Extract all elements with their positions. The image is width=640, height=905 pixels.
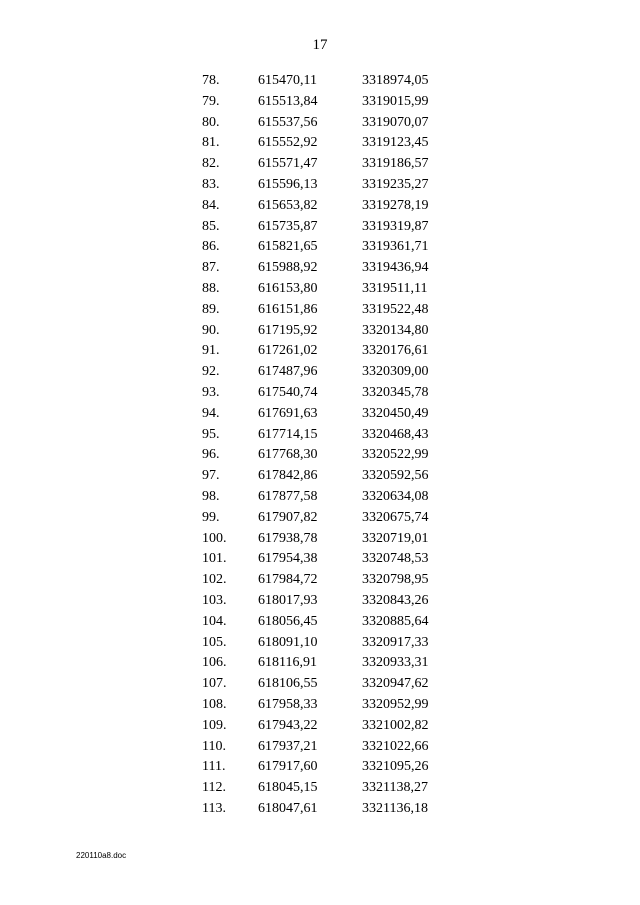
table-row <box>0 362 640 383</box>
coordinate-x: 615537,56 <box>258 114 318 130</box>
point-number: 106. <box>202 655 227 671</box>
coordinate-y: 3320134,80 <box>362 322 429 338</box>
point-number: 91. <box>202 343 220 359</box>
point-number: 110. <box>202 738 226 754</box>
point-number: 84. <box>202 197 220 213</box>
coordinate-y: 3320345,78 <box>362 384 429 400</box>
point-number: 103. <box>202 592 227 608</box>
point-number: 87. <box>202 260 220 276</box>
coordinate-x: 617540,74 <box>258 384 318 400</box>
point-number: 102. <box>202 572 227 588</box>
coordinate-x: 617487,96 <box>258 364 318 380</box>
coordinate-x: 615735,87 <box>258 218 318 234</box>
coordinate-x: 615988,92 <box>258 260 318 276</box>
point-number: 101. <box>202 551 227 567</box>
table-row <box>0 71 640 92</box>
point-number: 88. <box>202 280 220 296</box>
coordinate-y: 3321136,18 <box>362 800 428 816</box>
point-number: 79. <box>202 93 220 109</box>
table-row <box>0 133 640 154</box>
table-row <box>0 196 640 217</box>
point-number: 109. <box>202 717 227 733</box>
point-number: 80. <box>202 114 220 130</box>
coordinate-y: 3320748,53 <box>362 551 429 567</box>
table-row <box>0 237 640 258</box>
coordinate-x: 617943,22 <box>258 717 318 733</box>
point-number: 100. <box>202 530 227 546</box>
coordinate-y: 3320675,74 <box>362 509 429 525</box>
table-row <box>0 92 640 113</box>
point-number: 97. <box>202 468 220 484</box>
point-number: 86. <box>202 239 220 255</box>
coordinate-y: 3320947,62 <box>362 676 429 692</box>
coordinate-y: 3320468,43 <box>362 426 429 442</box>
coordinate-x: 617195,92 <box>258 322 318 338</box>
coordinate-y: 3319319,87 <box>362 218 429 234</box>
point-number: 89. <box>202 301 220 317</box>
table-row <box>0 591 640 612</box>
coordinate-x: 615552,92 <box>258 135 318 151</box>
coordinate-y: 3319070,07 <box>362 114 429 130</box>
point-number: 95. <box>202 426 220 442</box>
coordinate-x: 618116,91 <box>258 655 317 671</box>
coordinate-y: 3320843,26 <box>362 592 429 608</box>
table-row <box>0 737 640 758</box>
table-row <box>0 383 640 404</box>
coordinate-x: 617714,15 <box>258 426 318 442</box>
point-number: 90. <box>202 322 220 338</box>
coordinate-x: 615821,65 <box>258 239 318 255</box>
coordinate-x: 616153,80 <box>258 280 318 296</box>
coordinate-x: 615653,82 <box>258 197 318 213</box>
coordinate-y: 3320634,08 <box>362 488 429 504</box>
coordinate-y: 3321002,82 <box>362 717 429 733</box>
point-number: 108. <box>202 696 227 712</box>
point-number: 82. <box>202 156 220 172</box>
coordinate-y: 3320885,64 <box>362 613 429 629</box>
point-number: 94. <box>202 405 220 421</box>
point-number: 81. <box>202 135 220 151</box>
table-row <box>0 487 640 508</box>
table-row <box>0 570 640 591</box>
point-number: 92. <box>202 364 220 380</box>
coordinate-x: 618091,10 <box>258 634 318 650</box>
coordinate-y: 3318974,05 <box>362 73 429 88</box>
table-row <box>0 549 640 570</box>
coordinate-y: 3320952,99 <box>362 696 429 712</box>
point-number: 99. <box>202 509 220 525</box>
coordinate-y: 3319511,11 <box>362 280 428 296</box>
table-row <box>0 529 640 550</box>
table-row <box>0 341 640 362</box>
table-row <box>0 154 640 175</box>
table-row <box>0 799 640 820</box>
coordinate-y: 3320592,56 <box>362 468 429 484</box>
table-row <box>0 425 640 446</box>
point-number: 93. <box>202 384 220 400</box>
coordinate-y: 3319278,19 <box>362 197 429 213</box>
coordinate-x: 617907,82 <box>258 509 318 525</box>
coordinate-x: 617954,38 <box>258 551 318 567</box>
coordinate-y: 3321095,26 <box>362 759 429 775</box>
coordinate-x: 618047,61 <box>258 800 318 816</box>
table-row <box>0 175 640 196</box>
coordinate-y: 3321022,66 <box>362 738 429 754</box>
coordinate-y: 3320309,00 <box>362 364 429 380</box>
table-row <box>0 757 640 778</box>
coordinate-y: 3320522,99 <box>362 447 429 463</box>
coordinate-y: 3319436,94 <box>362 260 429 276</box>
coordinate-x: 615571,47 <box>258 156 318 172</box>
coordinate-y: 3321138,27 <box>362 780 428 796</box>
table-row <box>0 674 640 695</box>
coordinate-x: 617984,72 <box>258 572 318 588</box>
coordinate-x: 617842,86 <box>258 468 318 484</box>
coordinate-x: 615513,84 <box>258 93 318 109</box>
table-row <box>0 466 640 487</box>
coordinate-y: 3320450,49 <box>362 405 429 421</box>
coordinate-x: 617917,60 <box>258 759 318 775</box>
page-number: 17 <box>312 37 328 53</box>
coordinate-y: 3319361,71 <box>362 239 429 255</box>
coordinate-x: 618056,45 <box>258 613 318 629</box>
coordinate-x: 615470,11 <box>258 73 317 88</box>
point-number: 112. <box>202 780 226 796</box>
coordinate-y: 3320176,61 <box>362 343 429 359</box>
coordinate-y: 3319186,57 <box>362 156 429 172</box>
point-number: 98. <box>202 488 220 504</box>
point-number: 96. <box>202 447 220 463</box>
table-row <box>0 695 640 716</box>
table-row <box>0 404 640 425</box>
table-row <box>0 612 640 633</box>
coordinate-y: 3320917,33 <box>362 634 429 650</box>
coordinate-y: 3320933,31 <box>362 655 429 671</box>
coordinate-x: 618017,93 <box>258 592 318 608</box>
table-row <box>0 716 640 737</box>
table-row <box>0 321 640 342</box>
coordinate-x: 617691,63 <box>258 405 318 421</box>
point-number: 107. <box>202 676 227 692</box>
point-number: 85. <box>202 218 220 234</box>
coordinate-x: 617937,21 <box>258 738 318 754</box>
point-number: 111. <box>202 759 226 775</box>
table-row <box>0 279 640 300</box>
point-number: 78. <box>202 73 220 88</box>
table-row <box>0 300 640 321</box>
coordinate-x: 616151,86 <box>258 301 318 317</box>
footer-filename: 220110a8.doc <box>76 851 127 860</box>
coordinates-table <box>0 71 640 820</box>
coordinate-y: 3320719,01 <box>362 530 429 546</box>
table-row <box>0 508 640 529</box>
table-row <box>0 445 640 466</box>
table-row <box>0 633 640 654</box>
table-row <box>0 113 640 134</box>
table-row <box>0 653 640 674</box>
coordinate-x: 618106,55 <box>258 676 318 692</box>
coordinate-x: 617958,33 <box>258 696 318 712</box>
table-row <box>0 217 640 238</box>
coordinate-y: 3320798,95 <box>362 572 429 588</box>
coordinate-y: 3319015,99 <box>362 93 429 109</box>
coordinate-y: 3319235,27 <box>362 176 429 192</box>
coordinate-x: 615596,13 <box>258 176 318 192</box>
point-number: 113. <box>202 800 226 816</box>
coordinate-x: 617768,30 <box>258 447 318 463</box>
table-row <box>0 778 640 799</box>
coordinate-x: 617261,02 <box>258 343 318 359</box>
coordinate-y: 3319522,48 <box>362 301 429 317</box>
point-number: 83. <box>202 176 220 192</box>
coordinate-x: 618045,15 <box>258 780 318 796</box>
point-number: 104. <box>202 613 227 629</box>
point-number: 105. <box>202 634 227 650</box>
table-row <box>0 258 640 279</box>
coordinate-x: 617877,58 <box>258 488 318 504</box>
coordinate-x: 617938,78 <box>258 530 318 546</box>
coordinate-y: 3319123,45 <box>362 135 429 151</box>
